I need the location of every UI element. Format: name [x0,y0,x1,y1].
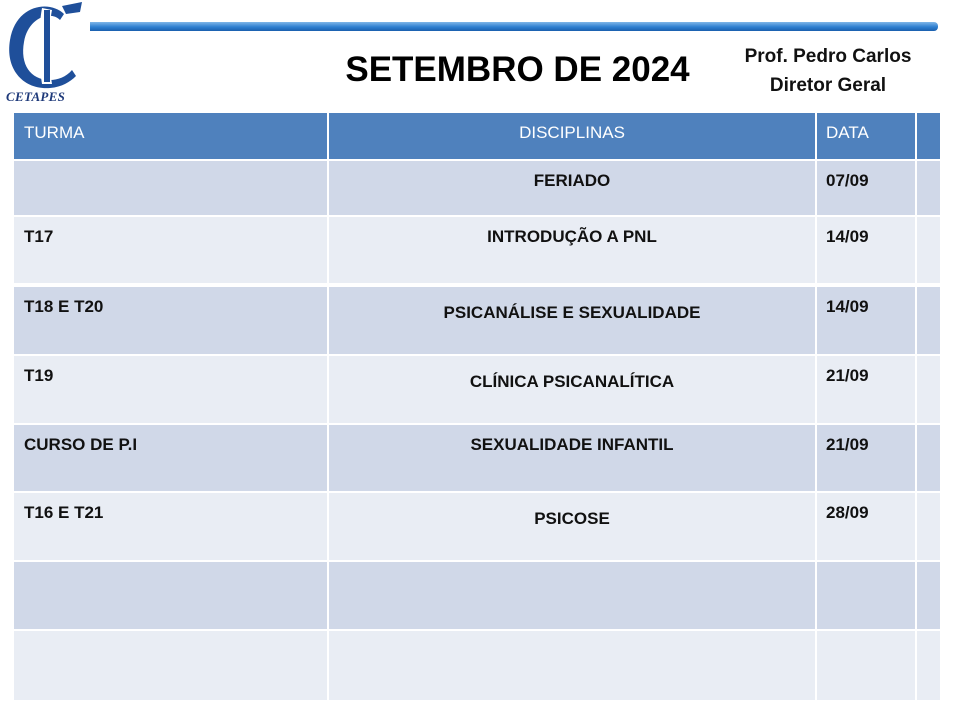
disciplina-cell [329,425,815,491]
extra-cell [917,287,940,354]
turma-cell: T19 [14,356,327,423]
data-cell: 28/09 [817,493,915,560]
disciplina-text: INTRODUÇÃO A PNL [487,227,657,246]
turma-cell [14,631,327,700]
extra-cell [917,161,940,215]
disciplina-cell [329,356,815,423]
turma-cell: CURSO DE P.I [14,425,327,491]
data-cell [817,631,915,700]
column-header-turma: TURMA [14,113,327,159]
disciplina-cell [329,161,815,215]
table-row [14,217,940,283]
disciplina-cell [329,287,815,354]
disciplina-cell [329,493,815,560]
table-row [14,425,940,491]
turma-cell [14,562,327,629]
turma-cell: T18 E T20 [14,287,327,354]
data-cell [817,562,915,629]
disciplina-text: FERIADO [533,171,611,190]
disciplina-text: SEXUALIDADE INFANTIL [470,435,674,454]
table-row [14,356,940,423]
disciplina-cell [329,562,815,629]
data-cell: 14/09 [817,217,915,283]
director-role: Diretor Geral [769,75,887,96]
director-block [728,42,928,100]
table-row [14,562,940,629]
disciplina-cell [329,217,815,283]
disciplina-text: PSICOSE [534,509,610,528]
column-header-data: DATA [817,113,915,159]
turma-cell: T16 E T21 [14,493,327,560]
table-row [14,161,940,215]
director-name: Prof. Pedro Carlos [744,46,912,67]
disciplina-text: PSICANÁLISE E SEXUALIDADE [443,303,701,322]
extra-cell [917,631,940,700]
table-row [14,493,940,560]
table-row [14,287,940,354]
turma-cell [14,161,327,215]
table-row [14,631,940,700]
column-header-disciplinas: DISCIPLINAS [329,113,815,159]
logo-text: CETAPES [6,89,66,104]
data-cell: 07/09 [817,161,915,215]
data-cell: 14/09 [817,287,915,354]
disciplina-text: CLÍNICA PSICANALÍTICA [469,372,675,391]
disciplina-cell [329,631,815,700]
extra-cell [917,217,940,283]
page-title: SETEMBRO DE 2024 [345,50,690,89]
extra-cell [917,356,940,423]
extra-cell [917,425,940,491]
turma-cell: T17 [14,217,327,283]
extra-cell [917,493,940,560]
column-header-extra [917,113,940,159]
extra-cell [917,562,940,629]
data-cell: 21/09 [817,425,915,491]
header-bar [90,22,938,31]
data-cell: 21/09 [817,356,915,423]
table-header [14,113,940,159]
